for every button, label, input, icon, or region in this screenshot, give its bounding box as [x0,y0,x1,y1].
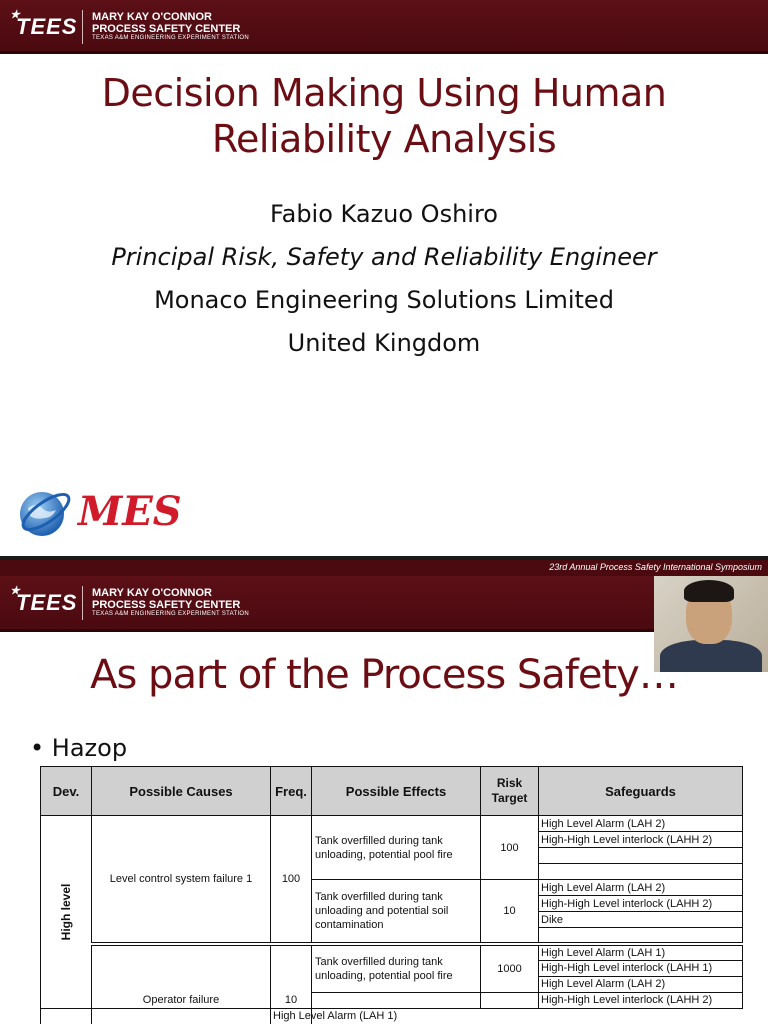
header-causes: Possible Causes [92,767,271,816]
content-slide [0,560,768,1024]
freq-cell: 10 [271,944,312,1009]
effect-cell [41,1008,92,1024]
header-banner [0,576,768,632]
effect-cell [312,992,481,1008]
effect-cell: Tank overfilled during tank unloading and potential soil contamination [312,880,481,944]
safeguard-cell: High Level Alarm (LAH 2) [539,816,743,832]
center-name: MARY KAY O'CONNOR PROCESS SAFETY CENTER [92,11,241,35]
safeguard-cell: High Level Alarm (LAH 2) [539,880,743,896]
header-effects: Possible Effects [312,767,481,816]
author-position: Principal Risk, Safety and Reliability Engineer [111,243,657,271]
header-safeguards: Safeguards [539,767,743,816]
safeguard-cell: High-High Level interlock (LAHH 1) [539,960,743,976]
risk-cell [92,1008,271,1024]
globe-icon [18,484,74,540]
safeguard-cell: High-High Level interlock (LAHH 2) [539,896,743,912]
safeguard-cell: High Level Alarm (LAH 2) [539,976,743,992]
cause-cell: Operator failure [92,944,271,1009]
hazop-table [40,766,743,1024]
table-row [41,816,743,832]
tees-logo: ★ TEES [10,9,78,39]
center-subtitle: TEXAS A&M ENGINEERING EXPERIMENT STATION [92,35,250,41]
star-icon: ★ [10,9,21,21]
header-freq: Freq. [271,767,312,816]
symposium-label: 23rd Annual Process Safety International Symposium [549,562,762,572]
author-country: United Kingdom [287,329,481,357]
logo-divider [82,586,83,620]
tees-logo: ★ TEES [10,585,78,615]
table-header-row [41,767,743,816]
center-name: MARY KAY O'CONNOR PROCESS SAFETY CENTER [92,587,241,611]
safeguard-cell [539,848,743,864]
bullet-hazop: • Hazop [30,734,128,762]
safeguard-cell: High Level Alarm (LAH 1) [271,1008,312,1024]
header-banner [0,0,768,54]
author-company: Monaco Engineering Solutions Limited [154,286,614,314]
header-risk-target: Risk Target [481,767,539,816]
cause-cell: Level control system failure 1 [92,816,271,944]
table-row [41,944,743,961]
logo-divider [82,10,83,44]
safeguard-cell [539,864,743,880]
slide-title: Decision Making Using Human Reliability Analysis [101,71,667,161]
safeguard-cell: High Level Alarm (LAH 1) [539,944,743,961]
safeguard-cell: Dike [539,912,743,928]
risk-cell [481,992,539,1008]
risk-cell: 100 [481,816,539,880]
slide-title: As part of the Process Safety… [90,652,678,698]
risk-cell: 1000 [481,944,539,993]
author-name: Fabio Kazuo Oshiro [270,200,498,228]
mes-logo: MES [18,484,198,544]
center-subtitle: TEXAS A&M ENGINEERING EXPERIMENT STATION [92,611,250,617]
safeguard-cell: High-High Level interlock (LAHH 2) [539,992,743,1008]
effect-cell: Tank overfilled during tank unloading, potential pool fire [312,944,481,993]
header-dev: Dev. [41,767,92,816]
deviation-cell: High level [41,816,92,1009]
table-row [41,1008,743,1024]
safeguard-cell [539,928,743,944]
safeguard-cell: High-High Level interlock (LAHH 2) [539,832,743,848]
star-icon: ★ [10,585,21,597]
effect-cell: Tank overfilled during tank unloading, potential pool fire [312,816,481,880]
risk-cell: 10 [481,880,539,944]
freq-cell: 100 [271,816,312,944]
symposium-strip [0,560,768,576]
